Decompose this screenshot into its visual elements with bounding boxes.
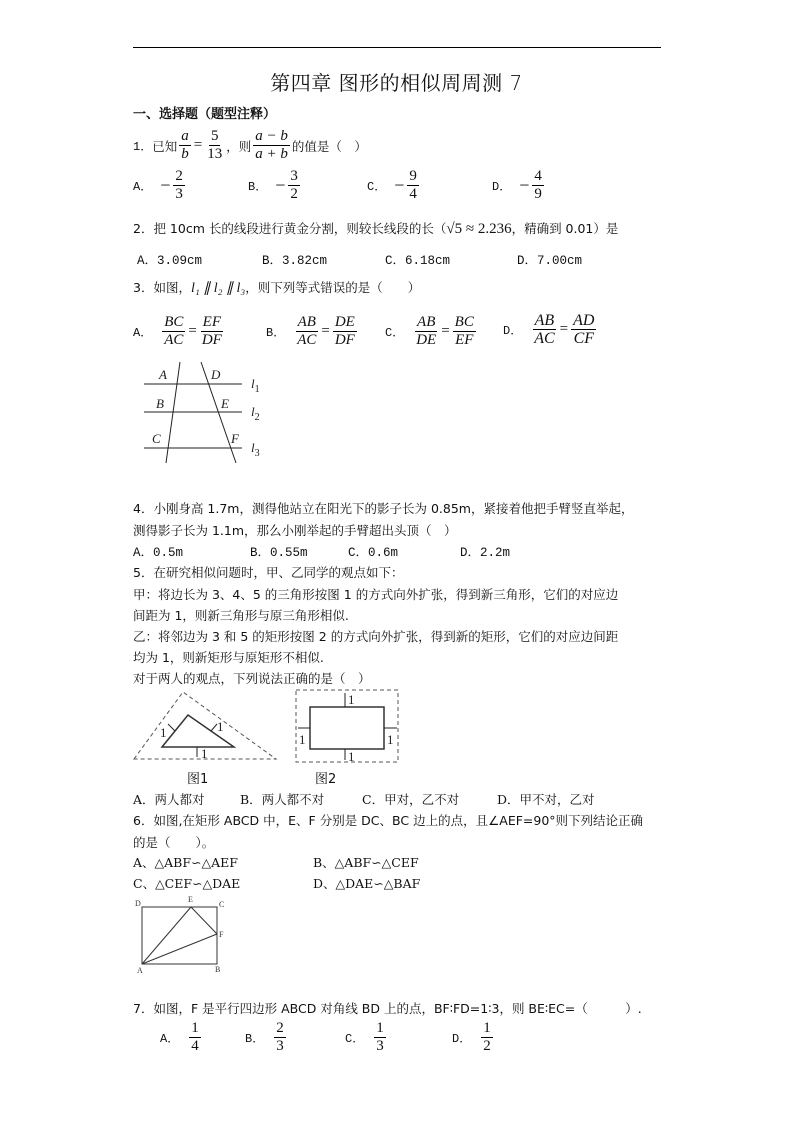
fraction-a-over-b: $\frac{a}{b}$: [181, 128, 189, 162]
q3-option-c[interactable]: C． $\frac{AB}{DE}$ = $\frac{BC}{EF}$: [385, 314, 474, 348]
svg-text:1: 1: [217, 719, 224, 734]
svg-text:1: 1: [387, 732, 394, 747]
q2-option-d[interactable]: D．7.00cm: [517, 254, 583, 268]
q5-option-d[interactable]: D．甲不对，乙对: [497, 792, 595, 807]
point-B: B: [215, 965, 221, 974]
expanded-rectangle: [296, 690, 398, 762]
question-5-line-4: 乙：将邻边为 3 和 5 的矩形按图 2 的方式向外扩张，得到新的矩形，它们的对应边间距: [133, 629, 619, 644]
q2-option-b[interactable]: B．3.82cm: [262, 254, 328, 268]
svg-text:1: 1: [160, 725, 167, 740]
figure-2-rectangle: [293, 688, 401, 763]
q4-option-d[interactable]: D．2.2m: [460, 546, 511, 560]
question-6-line-2: 的是（ ）。: [133, 835, 215, 850]
parallel-lines-math: l₁ ∥ l₂ ∥ l₃: [190, 281, 246, 296]
question-7: 7．如图，F 是平行四边形 ABCD 对角线 BD 上的点，BF∶FD=1∶3，则 BE∶EC=（ ）.: [133, 1001, 642, 1016]
question-number: 1．: [133, 140, 153, 154]
fraction-value: $\frac{5}{13}$: [207, 128, 223, 162]
section-heading: 一、选择题（题型注释）: [133, 107, 277, 122]
question-5-line-6: 对于两人的观点，下列说法正确的是（ ）: [133, 671, 371, 686]
segment-AE: [142, 907, 191, 964]
q5-option-b[interactable]: B．两人都不对: [240, 792, 325, 807]
q5-option-a[interactable]: A．两人都对: [133, 792, 205, 807]
q1-option-a[interactable]: A． − $\frac{2}{3}$: [133, 168, 183, 202]
parallel-lines-figure: [130, 355, 280, 470]
question-5-line-1: 5．在研究相似问题时，甲、乙同学的观点如下：: [133, 565, 404, 580]
q6-option-b[interactable]: B、△ABF∽△CEF: [313, 855, 419, 870]
q2-option-c[interactable]: C．6.18cm: [385, 254, 451, 268]
point-A: A: [137, 966, 143, 975]
point-D: D: [211, 367, 221, 382]
q6-option-d[interactable]: D、△DAE∽△BAF: [313, 876, 421, 891]
original-rectangle: [310, 707, 384, 749]
question-5-line-5: 均为 1，则新矩形与原矩形不相似.: [133, 650, 324, 665]
q7-option-d[interactable]: D． $\frac{1}{2}$: [452, 1020, 491, 1054]
q4-option-c[interactable]: C．0.6m: [348, 546, 399, 560]
point-D: D: [135, 899, 141, 908]
label-l1: $l_1$: [251, 376, 260, 395]
q1-option-b[interactable]: B． − $\frac{3}{2}$: [248, 168, 298, 202]
question-6-line-1: 6．如图,在矩形 ABCD 中，E、F 分别是 DC、BC 边上的点，且∠AEF=90°则下列结论正确: [133, 813, 644, 828]
q7-option-c[interactable]: C． $\frac{1}{3}$: [345, 1020, 384, 1054]
question-4-line-2: 测得影子长为 1.1m，那么小刚举起的手臂超出头顶（ ）: [133, 523, 457, 538]
rectangle-abcd-figure: [130, 892, 240, 977]
point-E: E: [188, 895, 193, 904]
point-C: C: [152, 431, 161, 446]
question-5-line-3: 间距为 1，则新三角形与原三角形相似.: [133, 608, 349, 623]
point-C: C: [219, 900, 225, 909]
svg-text:1: 1: [299, 732, 306, 747]
question-1: 1． 已知 $\frac{a}{b}$ = $\frac{5}{13}$ ，则 $\frac{a - b}{a + b}$ 的值是（ ）: [133, 128, 367, 162]
point-E: E: [221, 396, 229, 411]
segment-EF: [191, 907, 217, 934]
sqrt5-approx: √5 ≈ 2.236: [446, 221, 512, 237]
q3-option-a[interactable]: A． $\frac{BC}{AC}$ = $\frac{EF}{DF}$: [133, 314, 222, 348]
header-rule: [133, 47, 661, 48]
q6-option-c[interactable]: C、△CEF∽△DAE: [133, 876, 241, 891]
svg-text:1: 1: [348, 749, 355, 763]
segment-AF: [142, 934, 217, 964]
q5-option-c[interactable]: C．甲对，乙不对: [362, 792, 460, 807]
page-title: 第四章 图形的相似周周测 7: [270, 71, 523, 95]
q3-option-b[interactable]: B． $\frac{AB}{AC}$ = $\frac{DE}{DF}$: [266, 314, 355, 348]
q7-option-a[interactable]: A． $\frac{1}{4}$: [160, 1020, 199, 1054]
point-F: F: [219, 930, 224, 939]
question-4-line-1: 4．小刚身高 1.7m，测得他站立在阳光下的影子长为 0.85m，紧接着他把手臂竖直举起，: [133, 501, 634, 516]
svg-text:1: 1: [348, 692, 355, 707]
label-l2: $l_2$: [251, 404, 260, 423]
arrow-left: [168, 724, 175, 731]
label-l3: $l_3$: [251, 440, 260, 459]
svg-text:1: 1: [201, 746, 208, 761]
question-2: 2．把 10cm 长的线段进行黄金分割，则较长线段的长（√5 ≈ 2.236，精确到 0.01）是: [133, 221, 619, 237]
q4-option-a[interactable]: A．0.5m: [133, 546, 184, 560]
q2-option-a[interactable]: A．3.09cm: [137, 254, 203, 268]
figure-1-caption: 图1: [187, 772, 209, 787]
q1-option-c[interactable]: C． − $\frac{9}{4}$: [367, 168, 417, 202]
q4-option-b[interactable]: B．0.55m: [250, 546, 308, 560]
fraction-expression: $\frac{a - b}{a + b}$: [255, 128, 288, 162]
point-A: A: [159, 367, 167, 382]
question-5-line-2: 甲：将边长为 3、4、5 的三角形按图 1 的方式向外扩张，得到新三角形，它们的对应边: [133, 587, 619, 602]
q1-option-d[interactable]: D． − $\frac{4}{9}$: [492, 168, 542, 202]
q7-option-b[interactable]: B． $\frac{2}{3}$: [245, 1020, 284, 1054]
figure-1-triangle: [130, 688, 280, 763]
question-3: 3．如图，l₁ ∥ l₂ ∥ l₃，则下列等式错误的是（ ）: [133, 280, 421, 296]
figure-2-caption: 图2: [315, 772, 337, 787]
question-text: 已知: [152, 138, 178, 154]
q6-option-a[interactable]: A、△ABF∽△AEF: [133, 855, 238, 870]
rectangle-abcd: [142, 907, 217, 964]
point-B: B: [156, 396, 164, 411]
point-F: F: [231, 431, 239, 446]
q3-option-d[interactable]: D． $\frac{AB}{AC}$ = $\frac{AD}{CF}$: [503, 312, 595, 347]
